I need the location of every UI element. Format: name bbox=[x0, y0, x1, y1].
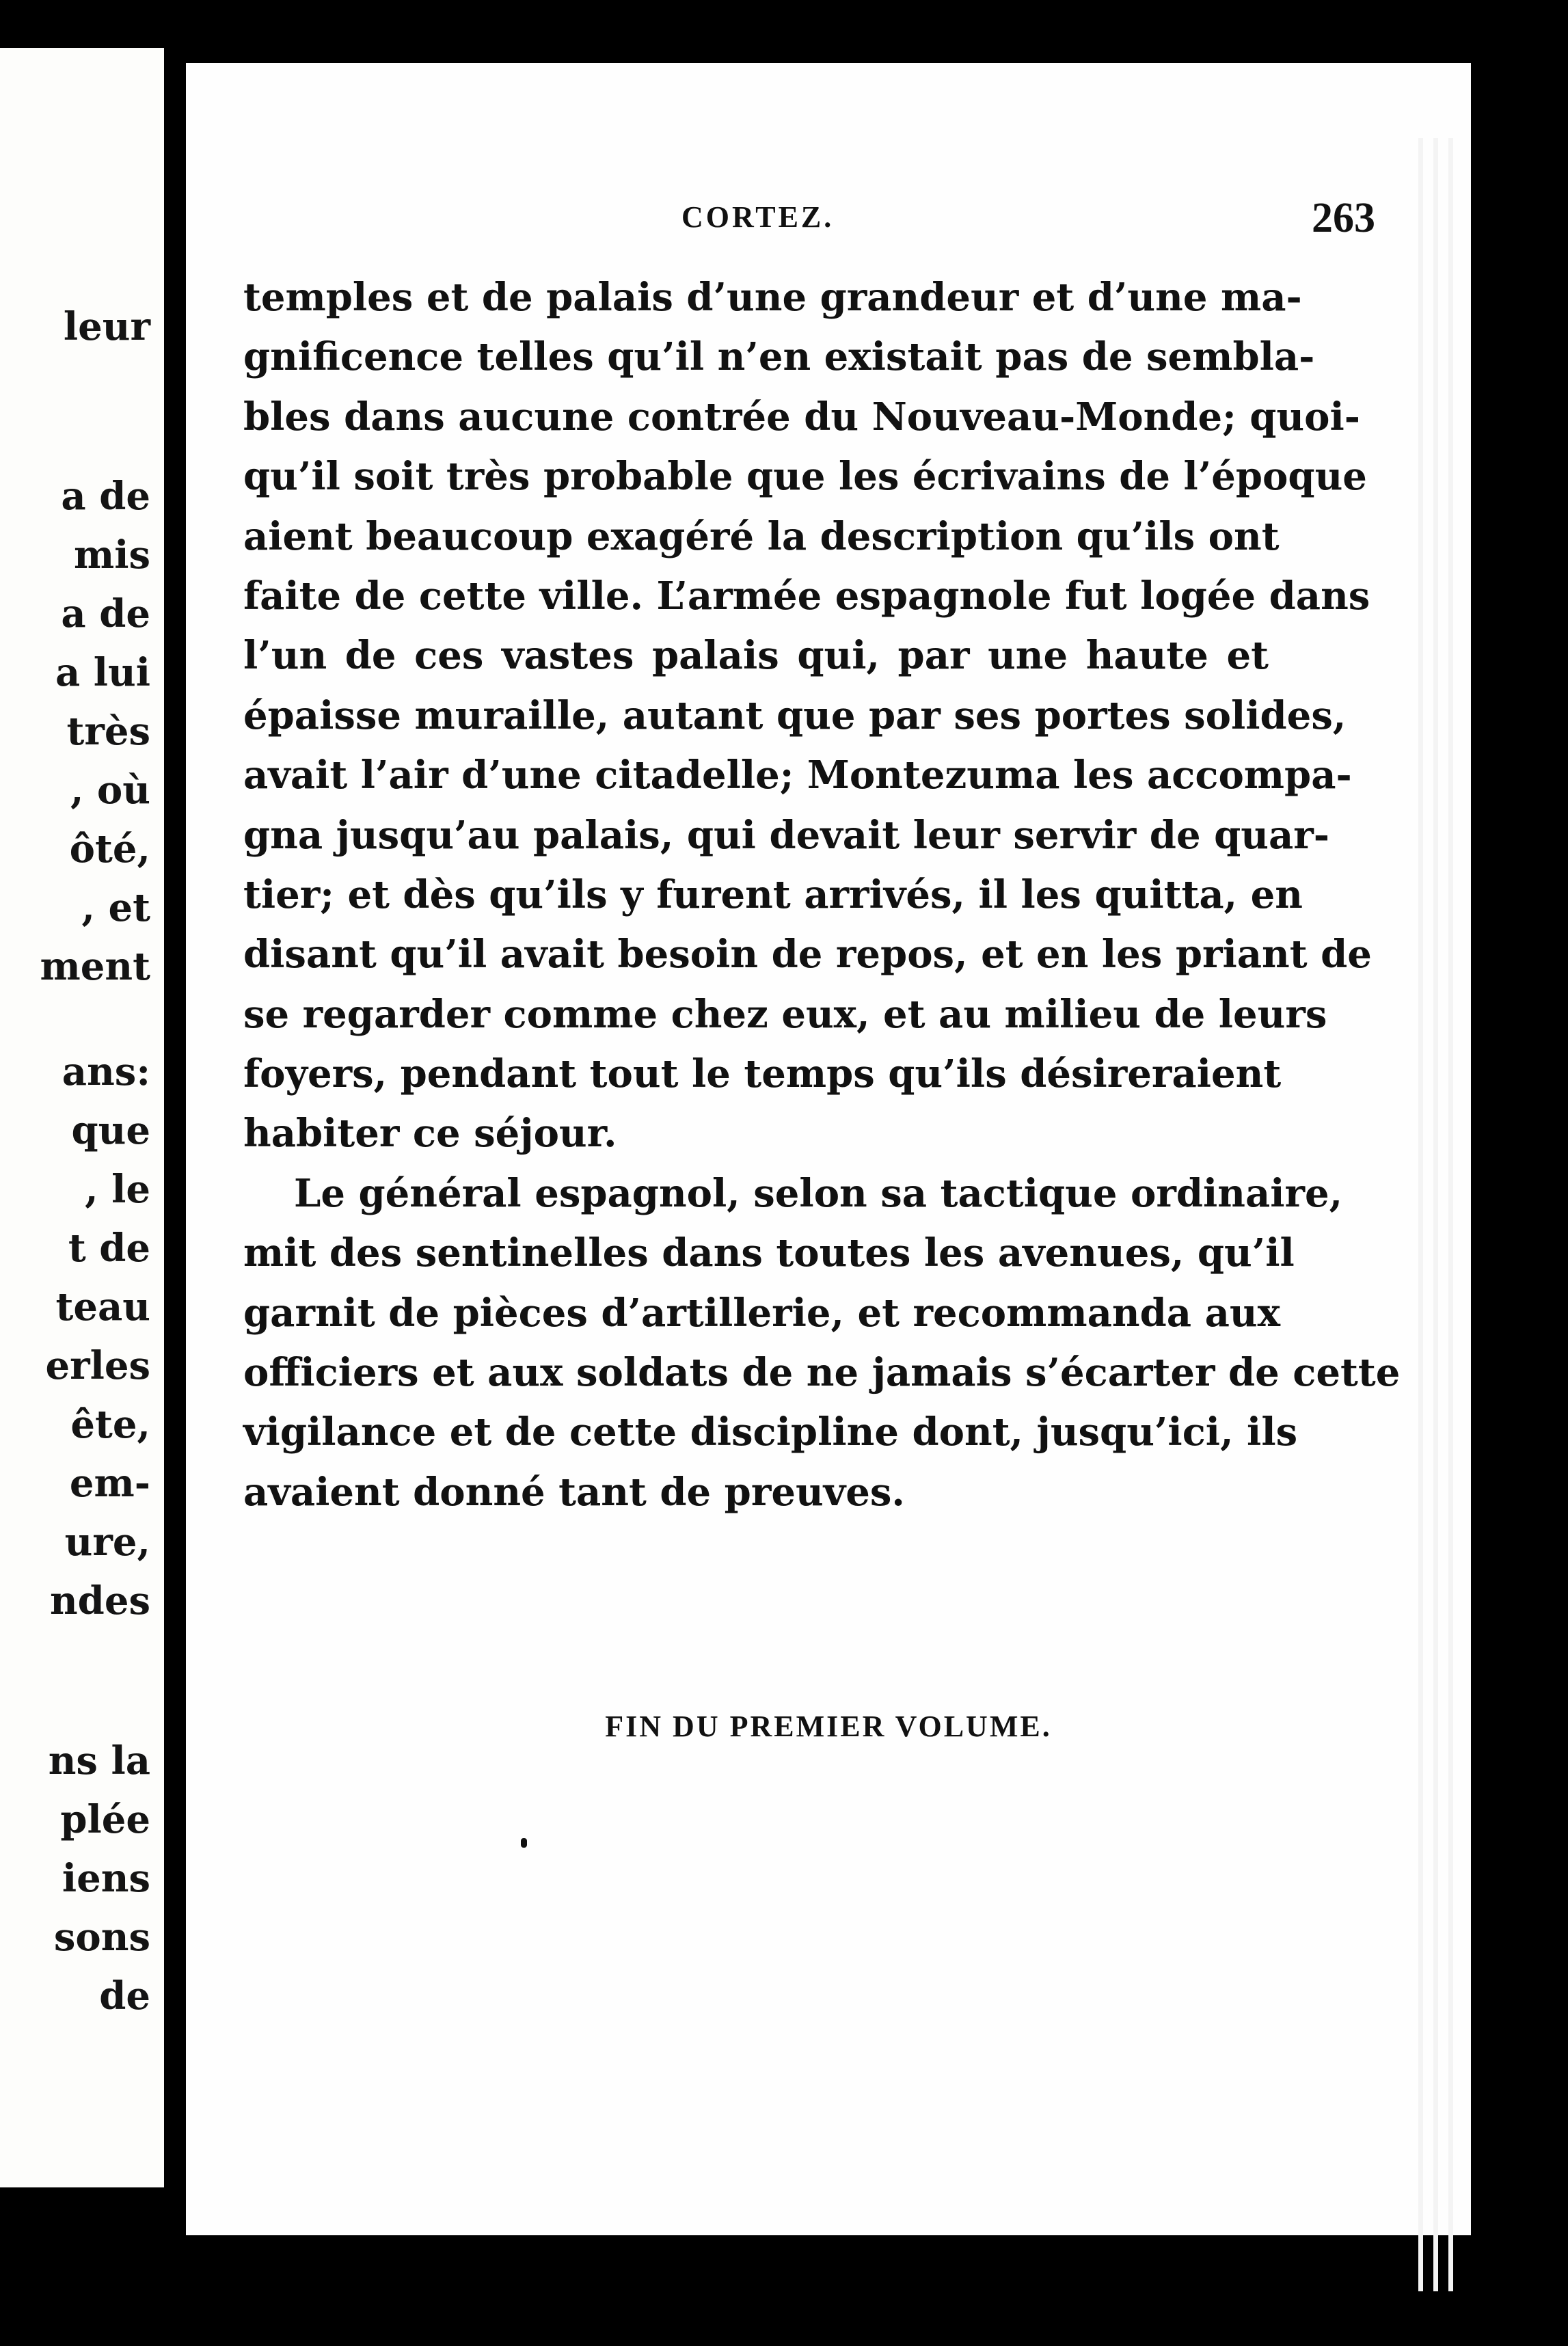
left-line: a de bbox=[61, 474, 150, 519]
left-line: leur bbox=[63, 304, 150, 349]
left-line: iens bbox=[62, 1856, 150, 1901]
text-line: officiers et aux soldats de ne jamais s’écarter de cette bbox=[243, 1350, 1401, 1396]
left-line: ête, bbox=[70, 1402, 150, 1447]
text-line: épaisse muraille, autant que par ses portes solides, bbox=[243, 692, 1347, 738]
text-line: mit des sentinelles dans toutes les avenues, qu’il bbox=[243, 1230, 1295, 1276]
text-line: faite de cette ville. L’armée espagnole fut logée dans bbox=[243, 573, 1370, 619]
text-line: tier; et dès qu’ils y furent arrivés, il les quitta, en bbox=[243, 872, 1303, 917]
left-line: ment bbox=[40, 944, 150, 989]
text-line: avaient donné tant de preuves. bbox=[243, 1469, 905, 1515]
ink-mark bbox=[521, 1838, 527, 1848]
left-line: très bbox=[66, 709, 150, 754]
left-line: erles bbox=[45, 1343, 150, 1388]
text-line: se regarder comme chez eux, et au milieu de leurs bbox=[243, 991, 1327, 1037]
left-line: a de bbox=[61, 591, 150, 636]
text-line: qu’il soit très probable que les écrivains de l’époque bbox=[243, 454, 1367, 500]
left-line: ure, bbox=[64, 1520, 150, 1565]
page-edge bbox=[1433, 138, 1438, 2291]
left-line: em- bbox=[69, 1461, 150, 1506]
page-edge bbox=[1448, 138, 1453, 2291]
left-line: que bbox=[71, 1108, 150, 1153]
left-line: t de bbox=[68, 1226, 150, 1271]
text-line: disant qu’il avait besoin de repos, et en les priant de bbox=[243, 932, 1372, 978]
left-line: sons bbox=[53, 1915, 150, 1960]
left-line: , le bbox=[85, 1167, 150, 1212]
text-line: habiter ce séjour. bbox=[243, 1111, 617, 1157]
text-line: bles dans aucune contrée du Nouveau-Monde; quoi- bbox=[243, 394, 1360, 440]
left-page-fragment bbox=[0, 48, 164, 2187]
text-line: gnificence telles qu’il n’en existait pas de sembla- bbox=[243, 334, 1315, 380]
text-line: garnit de pièces d’artillerie, et recommanda aux bbox=[243, 1290, 1280, 1336]
text-line: l’un de ces vastes palais qui, par une haute et bbox=[243, 633, 1269, 679]
text-line: avait l’air d’une citadelle; Montezuma les accompa- bbox=[243, 753, 1352, 798]
end-of-volume-note: FIN DU PREMIER VOLUME. bbox=[605, 1710, 1052, 1743]
left-line: ns la bbox=[48, 1738, 150, 1783]
text-line: foyers, pendant tout le temps qu’ils désireraient bbox=[243, 1051, 1282, 1097]
left-line: a lui bbox=[55, 650, 150, 695]
left-line: ndes bbox=[49, 1578, 150, 1623]
page-edge bbox=[1418, 138, 1423, 2291]
left-line: mis bbox=[73, 532, 150, 578]
left-line: plée bbox=[60, 1797, 150, 1842]
running-head bbox=[186, 195, 1471, 247]
page-number: 263 bbox=[1312, 195, 1375, 241]
text-line: vigilance et de cette discipline dont, jusqu’ici, ils bbox=[243, 1410, 1298, 1455]
text-line: Le général espagnol, selon sa tactique ordinaire, bbox=[294, 1170, 1343, 1216]
left-line: ôté, bbox=[69, 826, 150, 872]
left-line: , et bbox=[81, 885, 150, 930]
text-line: temples et de palais d’une grandeur et d’une ma- bbox=[243, 275, 1302, 320]
left-line: , où bbox=[70, 768, 150, 813]
left-line: ans: bbox=[62, 1049, 150, 1094]
book-page bbox=[186, 63, 1471, 2235]
text-line: gna jusqu’au palais, qui devait leur servir de quar- bbox=[243, 812, 1329, 858]
left-line: teau bbox=[55, 1284, 150, 1330]
text-line: aient beaucoup exagéré la description qu’ils ont bbox=[243, 513, 1280, 559]
body-text bbox=[243, 268, 1401, 1522]
running-title: CORTEZ. bbox=[681, 200, 835, 234]
left-line: de bbox=[99, 1973, 150, 2019]
